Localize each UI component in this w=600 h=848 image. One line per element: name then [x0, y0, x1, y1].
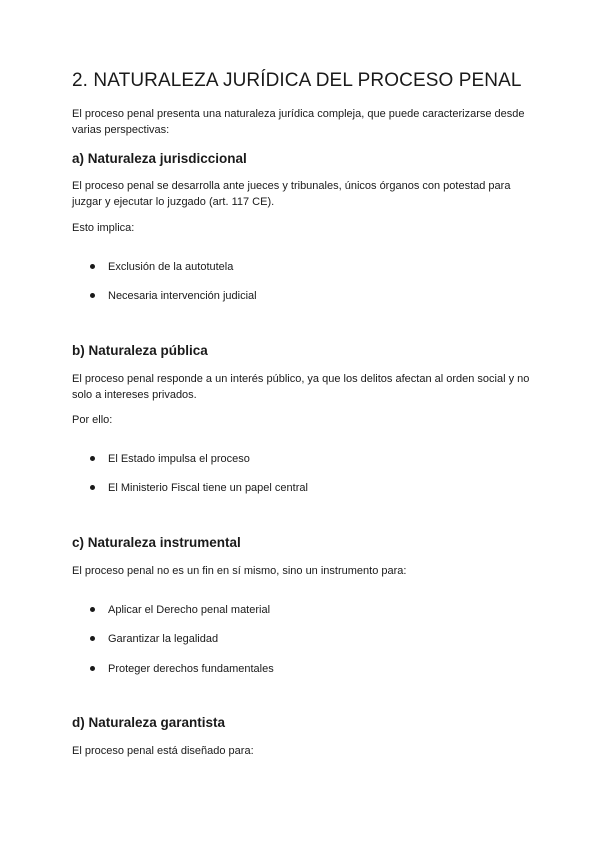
list-item-text: El Estado impulsa el proceso: [108, 453, 250, 465]
list-item-text: Exclusión de la autotutela: [108, 261, 234, 273]
section-a-heading: a) Naturaleza jurisdiccional: [72, 151, 247, 166]
bullet-icon: [90, 264, 95, 269]
section-b-heading: b) Naturaleza pública: [72, 343, 208, 358]
bullet-icon: [90, 607, 95, 612]
section-c-heading: c) Naturaleza instrumental: [72, 535, 241, 550]
list-item: [90, 661, 274, 677]
section-b-lead: Por ello:: [72, 414, 113, 426]
bullet-icon: [90, 485, 95, 490]
list-item-text: Garantizar la legalidad: [108, 633, 219, 645]
list-item: [90, 288, 257, 304]
list-item: [90, 451, 250, 467]
section-a-lead: Esto implica:: [72, 222, 135, 234]
section-d-heading: d) Naturaleza garantista: [72, 715, 226, 730]
list-item: [90, 602, 270, 618]
list-item-text: Necesaria intervención judicial: [108, 290, 257, 302]
intro-paragraph: El proceso penal presenta una naturaleza jurídica compleja, que puede caracterizarse desde varias perspectivas:: [72, 108, 525, 136]
list-item-text: Aplicar el Derecho penal material: [108, 604, 271, 616]
list-item: [90, 259, 233, 275]
list-item-text: El Ministerio Fiscal tiene un papel central: [108, 482, 308, 494]
bullet-icon: [90, 636, 95, 641]
bullet-icon: [90, 456, 95, 461]
section-c-paragraph: El proceso penal no es un fin en sí mismo, sino un instrumento para:: [72, 565, 407, 577]
section-d-paragraph: El proceso penal está diseñado para:: [72, 745, 254, 757]
bullet-icon: [90, 293, 95, 298]
list-item-text: Proteger derechos fundamentales: [108, 663, 274, 675]
list-item: [90, 480, 308, 496]
section-a-paragraph: El proceso penal se desarrolla ante jueces y tribunales, únicos órganos con potestad para juzgar y ejecutar lo juzgado (art. 117 CE).: [72, 180, 511, 208]
list-item: [90, 631, 218, 647]
section-b-paragraph: El proceso penal responde a un interés público, ya que los delitos afectan al orden social y no solo a intereses privados.: [72, 373, 530, 401]
bullet-icon: [90, 666, 95, 671]
page-title: 2. NATURALEZA JURÍDICA DEL PROCESO PENAL: [72, 70, 522, 91]
